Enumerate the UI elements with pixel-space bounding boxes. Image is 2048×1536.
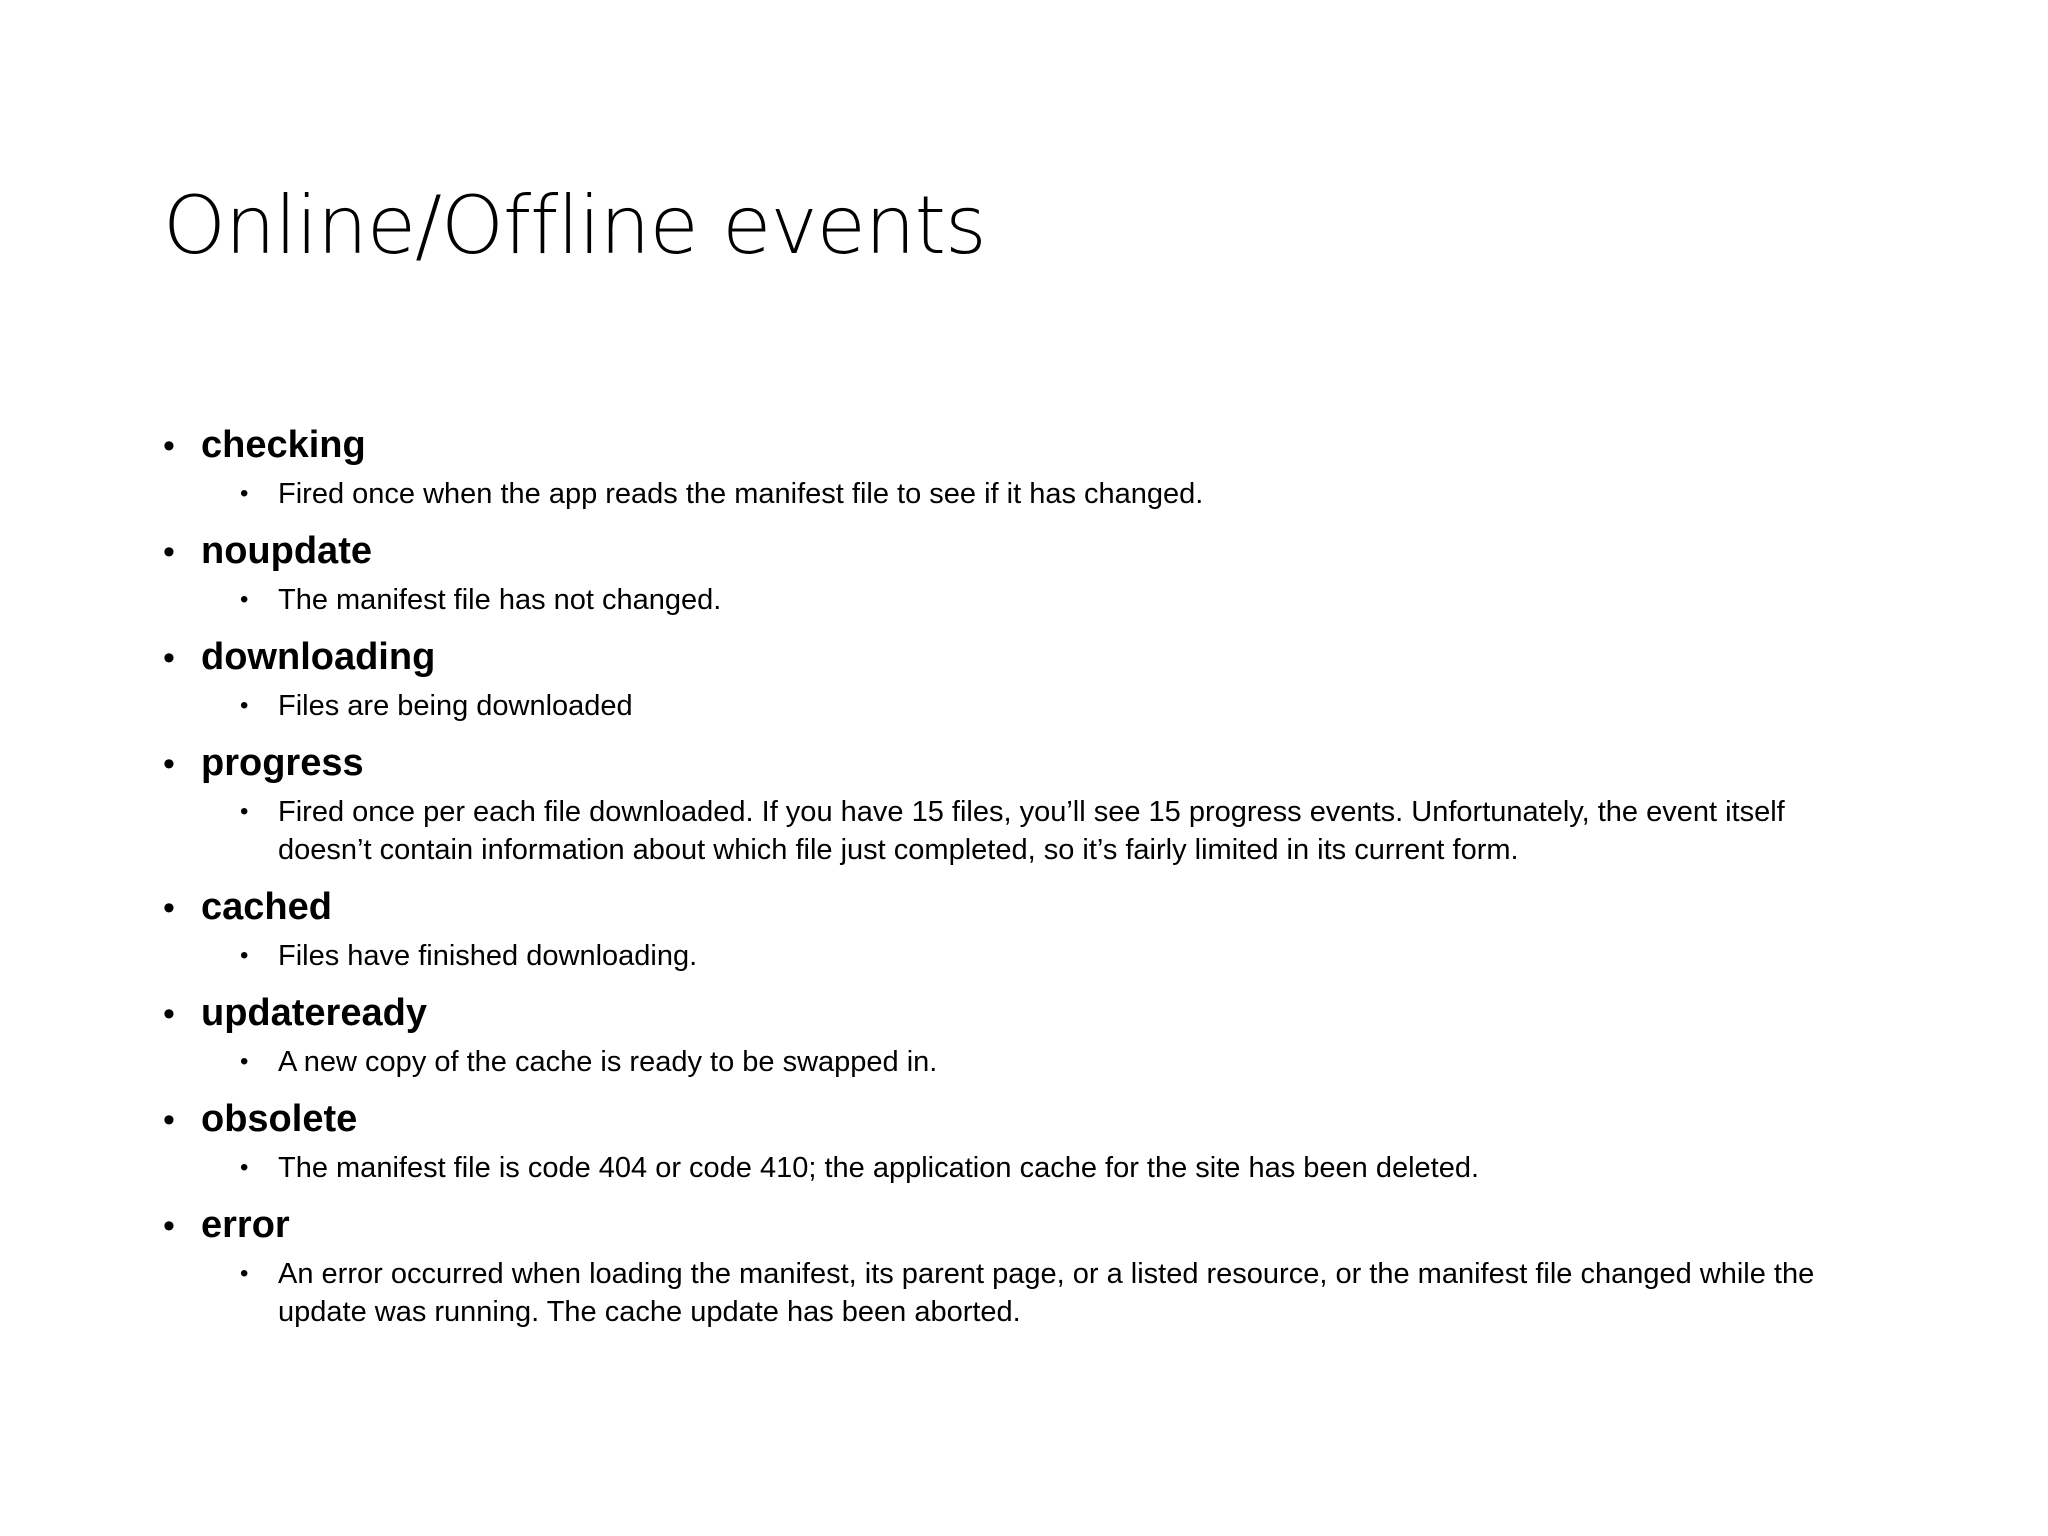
slide-title: Online/Offline events [163,179,986,272]
event-term: error [201,1204,290,1246]
bullet-icon: • [163,1207,175,1245]
event-item-noupdate [163,523,1863,619]
event-term: updateready [201,992,427,1034]
event-item-downloading [163,629,1863,725]
event-term: downloading [201,636,436,678]
event-description: Fired once when the app reads the manifest file to see if it has changed. [278,478,1204,510]
bullet-icon: • [163,889,175,927]
event-list [163,417,1863,1341]
bullet-icon: • [163,995,175,1033]
sub-bullet-icon: • [240,586,249,613]
event-description: Fired once per each file downloaded. If you have 15 files, you’ll see 15 progress events. Unfortunately, the event itself doesn’t contain information about which file just completed, so it’s fairly limited in its current form. [278,796,1785,866]
sub-bullet-icon: • [240,1154,249,1181]
bullet-icon: • [163,639,175,677]
event-item-updateready [163,985,1863,1081]
event-term: cached [201,886,332,928]
event-description: A new copy of the cache is ready to be swapped in. [278,1046,938,1078]
event-item-cached [163,879,1863,975]
sub-bullet-icon: • [240,692,249,719]
event-term: obsolete [201,1098,358,1140]
bullet-icon: • [163,745,175,783]
event-term: checking [201,424,366,466]
event-item-error [163,1197,1863,1331]
event-description: The manifest file has not changed. [278,584,722,616]
bullet-icon: • [163,1101,175,1139]
event-item-progress [163,735,1863,869]
event-item-obsolete [163,1091,1863,1187]
bullet-icon: • [163,427,175,465]
event-description: An error occurred when loading the manifest, its parent page, or a listed resource, or the manifest file changed while the update was running. The cache update has been aborted. [278,1258,1815,1328]
event-description: Files are being downloaded [278,690,633,722]
event-description: The manifest file is code 404 or code 410; the application cache for the site has been deleted. [278,1152,1480,1184]
event-item-checking [163,417,1863,513]
event-term: progress [201,742,364,784]
sub-bullet-icon: • [240,1260,249,1287]
sub-bullet-icon: • [240,942,249,969]
sub-bullet-icon: • [240,798,249,825]
bullet-icon: • [163,533,175,571]
event-description: Files have finished downloading. [278,940,698,972]
sub-bullet-icon: • [240,1048,249,1075]
event-term: noupdate [201,530,372,572]
sub-bullet-icon: • [240,480,249,507]
